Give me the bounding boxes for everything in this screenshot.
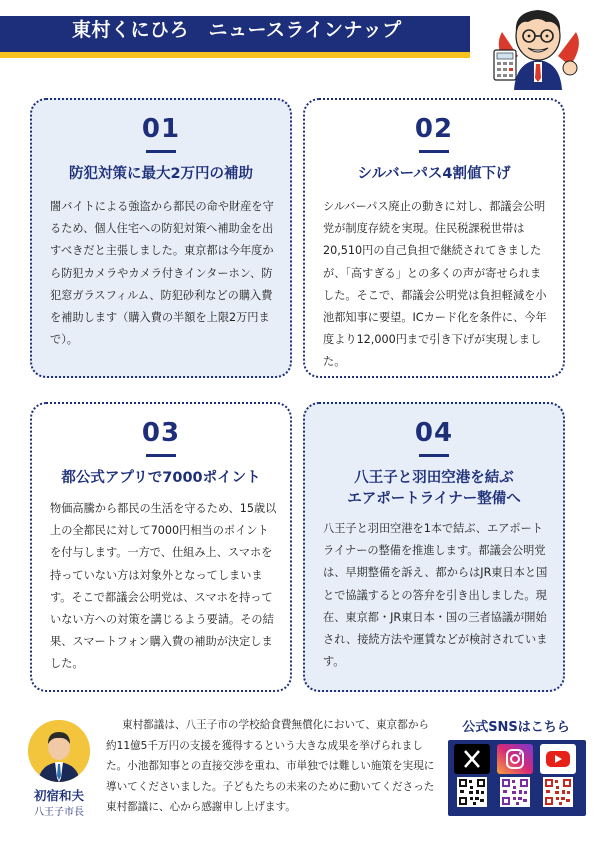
x-icon[interactable] xyxy=(454,744,490,774)
news-card-03 xyxy=(30,402,292,692)
card-number: 04 xyxy=(414,418,454,448)
news-card-02 xyxy=(303,98,565,378)
news-card-01 xyxy=(30,98,292,378)
card-body: 八王子と羽田空港を1本で結ぶ、エアポートライナーの整備を推進します。都議会公明党は、早期整備を訴え、都からはJR東日本と国とで協議するとの答弁を引き出しました。現在、東京都・JR東日本・国の三者協議が開始され、接続方法や運賃などが検討されています。 xyxy=(323,522,548,669)
mayor-name: 初宿和夫 xyxy=(33,788,84,803)
mayor-portrait-icon xyxy=(28,720,90,782)
qr-code-youtube-icon[interactable] xyxy=(543,777,573,807)
mayor-title: 八王子市長 xyxy=(34,807,84,818)
mayor-message: 東村都議は、八王子市の学校給食費無償化において、東京都から約11億5千万円の支援を獲得するという大きな成果を挙げられました。小池都知事との直接交渉を重ね、市単独では難しい施策を実現に導いてくださいました。子どもたちの未来のために動いてくださった東村都議に、心から感謝申し上げます。 xyxy=(106,719,435,813)
card-number-underline xyxy=(146,150,176,153)
card-title: 八王子と羽田空港を結ぶ エアポートライナー整備へ xyxy=(347,470,521,507)
card-number-underline xyxy=(419,454,449,457)
instagram-icon[interactable] xyxy=(497,744,533,774)
card-number: 02 xyxy=(414,114,454,144)
card-body: 闇バイトによる強盗から都民の命や財産を守るため、個人住宅への防犯対策へ補助金を出すべきだと主張しました。東京都は今年度から防犯カメラやカメラ付きインターホン、防犯窓ガラスフィルム、防犯砂利などの購入費を補助します（購入費の半額を上限2万円まで）。 xyxy=(50,200,274,347)
youtube-icon[interactable] xyxy=(540,744,576,774)
card-title: シルバーパス4割値下げ xyxy=(357,166,511,182)
card-number: 01 xyxy=(141,114,181,144)
mascot-illustration xyxy=(488,6,588,90)
card-body: 物価高騰から都民の生活を守るため、15歳以上の全都民に対して7000円相当のポイントを付与します。一方で、仕組み上、スマホを持っていない方は対象外となってしまいます。そこで都議会公明党は、スマホを持っていない方への対策を講じるよう要請。その結果、スマートフォン購入費の補助が決定しました。 xyxy=(50,502,277,671)
card-number: 03 xyxy=(141,418,181,448)
card-title: 防犯対策に最大2万円の補助 xyxy=(68,166,254,182)
sns-heading: 公式SNSはこちら xyxy=(462,720,570,735)
header-accent-line xyxy=(0,52,470,58)
page-title: 東村くにひろ ニュースラインナップ xyxy=(72,19,402,41)
card-number-underline xyxy=(419,150,449,153)
qr-code-x-icon[interactable] xyxy=(457,777,487,807)
news-card-04 xyxy=(303,402,565,692)
qr-code-instagram-icon[interactable] xyxy=(500,777,530,807)
card-title: 都公式アプリで7000ポイント xyxy=(61,470,261,486)
avatar xyxy=(28,720,90,782)
card-body: シルバーパス廃止の動きに対し、都議会公明党が制度存続を実現。住民税課税世帯は20,510円の自己負担で継続されてきましたが、「高すぎる」との多くの声が寄せられました。そこで、都議会公明党は負担軽減を小池都知事に要望。ICカード化を条件に、今年度より12,000円まで引き下げが実現しました。 xyxy=(323,200,547,369)
card-number-underline xyxy=(146,454,176,457)
